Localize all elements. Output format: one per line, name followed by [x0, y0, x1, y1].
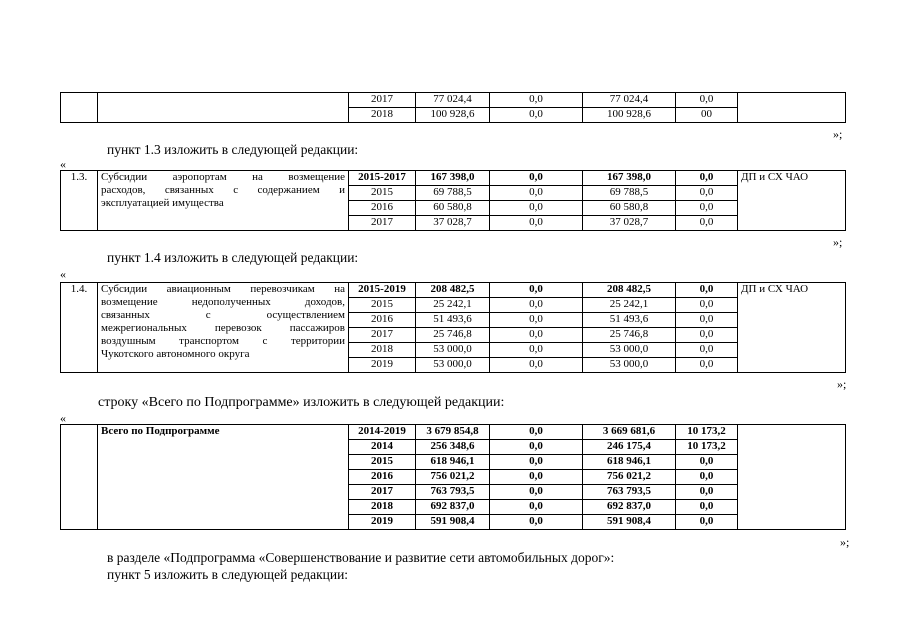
value-cell: 0,0	[676, 470, 738, 485]
value-cell: 0,0	[676, 313, 738, 328]
year-cell: 2018	[349, 108, 416, 123]
value-cell: 618 946,1	[583, 455, 676, 470]
total-cell: 53 000,0	[416, 358, 490, 373]
value-cell: 0,0	[490, 93, 583, 108]
item-description	[98, 171, 349, 231]
value-cell: 0,0	[490, 440, 583, 455]
value-cell: 53 000,0	[583, 343, 676, 358]
year-cell: 2016	[349, 313, 416, 328]
description-line: Чукотского автономного округа	[101, 348, 250, 360]
table-row	[61, 171, 846, 186]
total-cell: 756 021,2	[416, 470, 490, 485]
item-description	[98, 283, 349, 373]
table-item-1-4	[60, 282, 846, 373]
opening-quote-mark: «	[60, 157, 66, 171]
value-cell: 51 493,6	[583, 313, 676, 328]
total-cell: 692 837,0	[416, 500, 490, 515]
executor-cell	[738, 93, 846, 123]
opening-quote-mark: «	[60, 411, 66, 425]
description-line: связанных с осуществлением	[101, 309, 345, 321]
total-cell: 25 242,1	[416, 298, 490, 313]
value-cell: 208 482,5	[583, 283, 676, 298]
table-row	[61, 93, 846, 108]
year-cell: 2017	[349, 216, 416, 231]
total-label: Всего по Подпрограмме	[98, 425, 349, 530]
total-cell: 100 928,6	[416, 108, 490, 123]
value-cell: 0,0	[676, 93, 738, 108]
year-cell: 2015	[349, 298, 416, 313]
year-cell: 2019	[349, 358, 416, 373]
value-cell: 77 024,4	[583, 93, 676, 108]
value-cell: 10 173,2	[676, 440, 738, 455]
value-cell: 25 746,8	[583, 328, 676, 343]
value-cell: 3 669 681,6	[583, 425, 676, 440]
total-cell: 25 746,8	[416, 328, 490, 343]
value-cell: 246 175,4	[583, 440, 676, 455]
paragraph-item-1-4: пункт 1.4 изложить в следующей редакции:	[107, 250, 359, 265]
year-cell: 2015	[349, 186, 416, 201]
value-cell: 0,0	[676, 186, 738, 201]
value-cell: 00	[676, 108, 738, 123]
year-cell: 2018	[349, 343, 416, 358]
value-cell: 0,0	[490, 216, 583, 231]
value-cell: 0,0	[490, 485, 583, 500]
value-cell: 0,0	[490, 298, 583, 313]
description-line: расходов, связанных с содержанием и	[101, 184, 345, 196]
executor-cell: ДП и СХ ЧАО	[738, 171, 846, 231]
table-row	[61, 425, 846, 440]
total-cell: 167 398,0	[416, 171, 490, 186]
opening-quote-mark: «	[60, 267, 66, 281]
total-cell: 77 024,4	[416, 93, 490, 108]
closing-quote-mark: »;	[833, 235, 843, 249]
table-item-1-3	[60, 170, 846, 231]
item-number: 1.3.	[61, 171, 98, 231]
value-cell: 0,0	[676, 500, 738, 515]
description-line: межрегиональных перевозок пассажиров	[101, 322, 345, 334]
value-cell: 25 242,1	[583, 298, 676, 313]
value-cell: 167 398,0	[583, 171, 676, 186]
executor-cell: ДП и СХ ЧАО	[738, 283, 846, 373]
value-cell: 100 928,6	[583, 108, 676, 123]
value-cell: 0,0	[490, 425, 583, 440]
value-cell: 756 021,2	[583, 470, 676, 485]
paragraph-total-row: строку «Всего по Подпрограмме» изложить в следующей редакции:	[98, 395, 505, 410]
year-cell: 2015	[349, 455, 416, 470]
table-fragment-top	[60, 92, 846, 123]
value-cell: 0,0	[490, 313, 583, 328]
paragraph-item-5: пункт 5 изложить в следующей редакции:	[107, 567, 349, 582]
value-cell: 0,0	[676, 455, 738, 470]
total-cell: 60 580,8	[416, 201, 490, 216]
value-cell: 0,0	[676, 171, 738, 186]
table-total	[60, 424, 846, 530]
value-cell: 0,0	[490, 283, 583, 298]
value-cell: 0,0	[490, 500, 583, 515]
year-cell: 2015-2017	[349, 171, 416, 186]
executor-cell	[738, 425, 846, 530]
closing-quote-mark: »;	[837, 377, 847, 391]
year-cell: 2019	[349, 515, 416, 530]
description-line: воздушным транспортом с территории	[101, 335, 345, 347]
value-cell: 69 788,5	[583, 186, 676, 201]
value-cell: 0,0	[676, 328, 738, 343]
value-cell: 0,0	[490, 108, 583, 123]
total-cell: 591 908,4	[416, 515, 490, 530]
total-cell: 256 348,6	[416, 440, 490, 455]
value-cell: 0,0	[490, 186, 583, 201]
year-cell: 2017	[349, 485, 416, 500]
total-cell: 69 788,5	[416, 186, 490, 201]
description-line: эксплуатацией имущества	[101, 197, 224, 209]
desc-cell	[98, 93, 349, 123]
year-cell: 2014	[349, 440, 416, 455]
year-cell: 2016	[349, 470, 416, 485]
total-cell: 763 793,5	[416, 485, 490, 500]
value-cell: 0,0	[676, 201, 738, 216]
year-cell: 2017	[349, 328, 416, 343]
item-number: 1.4.	[61, 283, 98, 373]
value-cell: 10 173,2	[676, 425, 738, 440]
year-cell: 2017	[349, 93, 416, 108]
year-cell: 2015-2019	[349, 283, 416, 298]
value-cell: 692 837,0	[583, 500, 676, 515]
value-cell: 0,0	[676, 515, 738, 530]
year-cell: 2018	[349, 500, 416, 515]
value-cell: 0,0	[676, 358, 738, 373]
value-cell: 0,0	[490, 515, 583, 530]
value-cell: 0,0	[490, 171, 583, 186]
paragraph-section: в разделе «Подпрограмма «Совершенствование и развитие сети автомобильных дорог»:	[107, 550, 615, 565]
year-cell: 2016	[349, 201, 416, 216]
description-line: Субсидии аэропортам на возмещение	[101, 171, 345, 183]
value-cell: 60 580,8	[583, 201, 676, 216]
year-cell: 2014-2019	[349, 425, 416, 440]
value-cell: 763 793,5	[583, 485, 676, 500]
total-cell: 618 946,1	[416, 455, 490, 470]
closing-quote-mark: »;	[840, 535, 850, 549]
num-cell	[61, 93, 98, 123]
description-line: возмещение недополученных доходов,	[101, 296, 345, 308]
value-cell: 0,0	[490, 470, 583, 485]
value-cell: 0,0	[490, 358, 583, 373]
value-cell: 37 028,7	[583, 216, 676, 231]
paragraph-item-1-3: пункт 1.3 изложить в следующей редакции:	[107, 142, 359, 157]
table-row	[61, 283, 846, 298]
total-cell: 3 679 854,8	[416, 425, 490, 440]
total-cell: 37 028,7	[416, 216, 490, 231]
value-cell: 0,0	[676, 485, 738, 500]
value-cell: 591 908,4	[583, 515, 676, 530]
total-cell: 208 482,5	[416, 283, 490, 298]
value-cell: 53 000,0	[583, 358, 676, 373]
value-cell: 0,0	[676, 216, 738, 231]
closing-quote-mark: »;	[833, 127, 843, 141]
value-cell: 0,0	[490, 201, 583, 216]
value-cell: 0,0	[676, 298, 738, 313]
value-cell: 0,0	[490, 328, 583, 343]
value-cell: 0,0	[490, 343, 583, 358]
value-cell: 0,0	[676, 343, 738, 358]
description-line: Субсидии авиационным перевозчикам на	[101, 283, 345, 295]
value-cell: 0,0	[676, 283, 738, 298]
value-cell: 0,0	[490, 455, 583, 470]
num-cell	[61, 425, 98, 530]
total-cell: 53 000,0	[416, 343, 490, 358]
total-cell: 51 493,6	[416, 313, 490, 328]
